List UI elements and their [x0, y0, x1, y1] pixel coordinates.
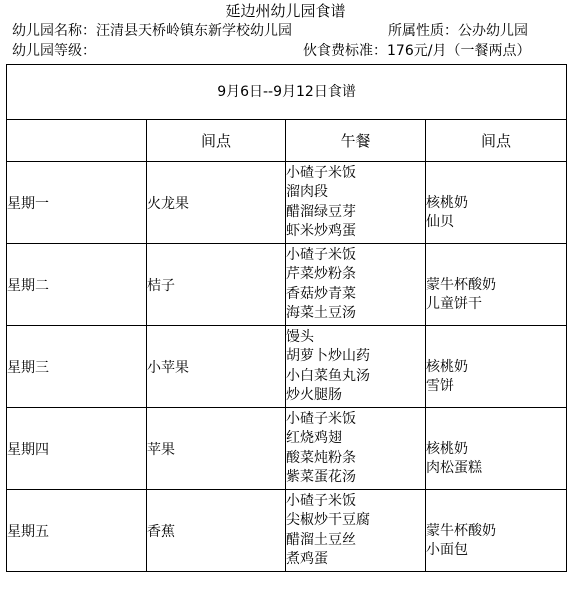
morning-snack: 小苹果	[147, 326, 286, 408]
header-afternoon-snack: 间点	[426, 120, 567, 162]
day-name: 星期五	[7, 490, 147, 572]
lunch-item: 小碴子米饭	[286, 246, 356, 263]
lunch-item: 醋溜绿豆芽	[286, 203, 356, 220]
lunch-item: 香菇炒青菜	[286, 285, 356, 302]
document-title: 延边州幼儿园食谱	[225, 2, 346, 20]
day-name: 星期三	[7, 326, 147, 408]
lunch-cell	[286, 162, 426, 244]
afternoon-snack-item: 肉松蛋糕	[426, 460, 482, 476]
morning-snack: 香蕉	[147, 490, 286, 572]
lunch-item: 醋溜土豆丝	[286, 531, 356, 548]
kindergarten-name-line	[12, 22, 292, 40]
week-title: 9月6日--9月12日食谱	[7, 65, 567, 120]
lunch-item: 酸菜炖粉条	[286, 449, 356, 466]
header-day	[7, 120, 147, 162]
table-row	[7, 490, 567, 572]
afternoon-snack-item: 仙贝	[426, 214, 454, 230]
morning-snack: 火龙果	[147, 162, 286, 244]
afternoon-snack-cell	[426, 490, 567, 572]
afternoon-snack-item: 雪饼	[426, 378, 454, 394]
menu-table	[6, 64, 567, 572]
lunch-item: 小白菜鱼丸汤	[286, 367, 370, 384]
day-name: 星期一	[7, 162, 147, 244]
afternoon-snack-item: 蒙牛杯酸奶	[426, 276, 496, 293]
table-row	[7, 408, 567, 490]
lunch-item: 炒火腿肠	[286, 387, 342, 403]
lunch-item: 芹菜炒粉条	[286, 266, 356, 282]
lunch-item: 馒头	[286, 328, 314, 345]
header-row	[7, 120, 567, 162]
day-name: 星期二	[7, 244, 147, 326]
lunch-item: 煮鸡蛋	[286, 551, 328, 567]
table-row	[7, 326, 567, 408]
week-title-row	[7, 65, 567, 120]
afternoon-snack-cell	[426, 162, 567, 244]
afternoon-snack-cell	[426, 408, 567, 490]
lunch-item: 海菜土豆汤	[286, 305, 356, 321]
afternoon-snack-cell	[426, 244, 567, 326]
kindergarten-name-label: 幼儿园名称：	[12, 23, 96, 39]
kindergarten-grade-label: 幼儿园等级：	[12, 43, 96, 59]
afternoon-snack-item: 核桃奶	[426, 440, 468, 457]
day-name: 星期四	[7, 408, 147, 490]
kindergarten-nature-line	[388, 22, 528, 40]
morning-snack: 苹果	[147, 408, 286, 490]
afternoon-snack-item: 儿童饼干	[426, 296, 482, 312]
kindergarten-name-value: 汪清县天桥岭镇东新学校幼儿园	[96, 23, 292, 39]
header-lunch: 午餐	[286, 120, 426, 162]
kindergarten-nature-value: 公办幼儿园	[458, 23, 528, 39]
afternoon-snack-item: 核桃奶	[426, 358, 468, 375]
afternoon-snack-item: 核桃奶	[426, 194, 468, 211]
lunch-item: 虾米炒鸡蛋	[286, 223, 356, 239]
afternoon-snack-cell	[426, 326, 567, 408]
afternoon-snack-item: 小面包	[426, 542, 468, 558]
lunch-item: 小碴子米饭	[286, 164, 356, 181]
meal-fee-line	[303, 42, 530, 60]
afternoon-snack-item: 蒙牛杯酸奶	[426, 522, 496, 539]
lunch-cell	[286, 326, 426, 408]
lunch-cell	[286, 244, 426, 326]
table-row	[7, 244, 567, 326]
lunch-item: 尖椒炒干豆腐	[286, 512, 370, 528]
table-row	[7, 162, 567, 244]
kindergarten-grade-line	[12, 42, 96, 60]
lunch-item: 小碴子米饭	[286, 410, 356, 427]
meal-fee-label: 伙食费标准：	[303, 43, 387, 59]
lunch-cell	[286, 490, 426, 572]
lunch-item: 溜肉段	[286, 184, 328, 200]
kindergarten-nature-label: 所属性质：	[388, 23, 458, 39]
lunch-cell	[286, 408, 426, 490]
lunch-item: 小碴子米饭	[286, 492, 356, 509]
header-morning-snack: 间点	[147, 120, 286, 162]
lunch-item: 紫菜蛋花汤	[286, 469, 356, 485]
morning-snack: 桔子	[147, 244, 286, 326]
lunch-item: 红烧鸡翅	[286, 430, 342, 446]
lunch-item: 胡萝卜炒山药	[286, 348, 370, 364]
meal-fee-value: 176元/月（一餐两点）	[387, 43, 531, 59]
